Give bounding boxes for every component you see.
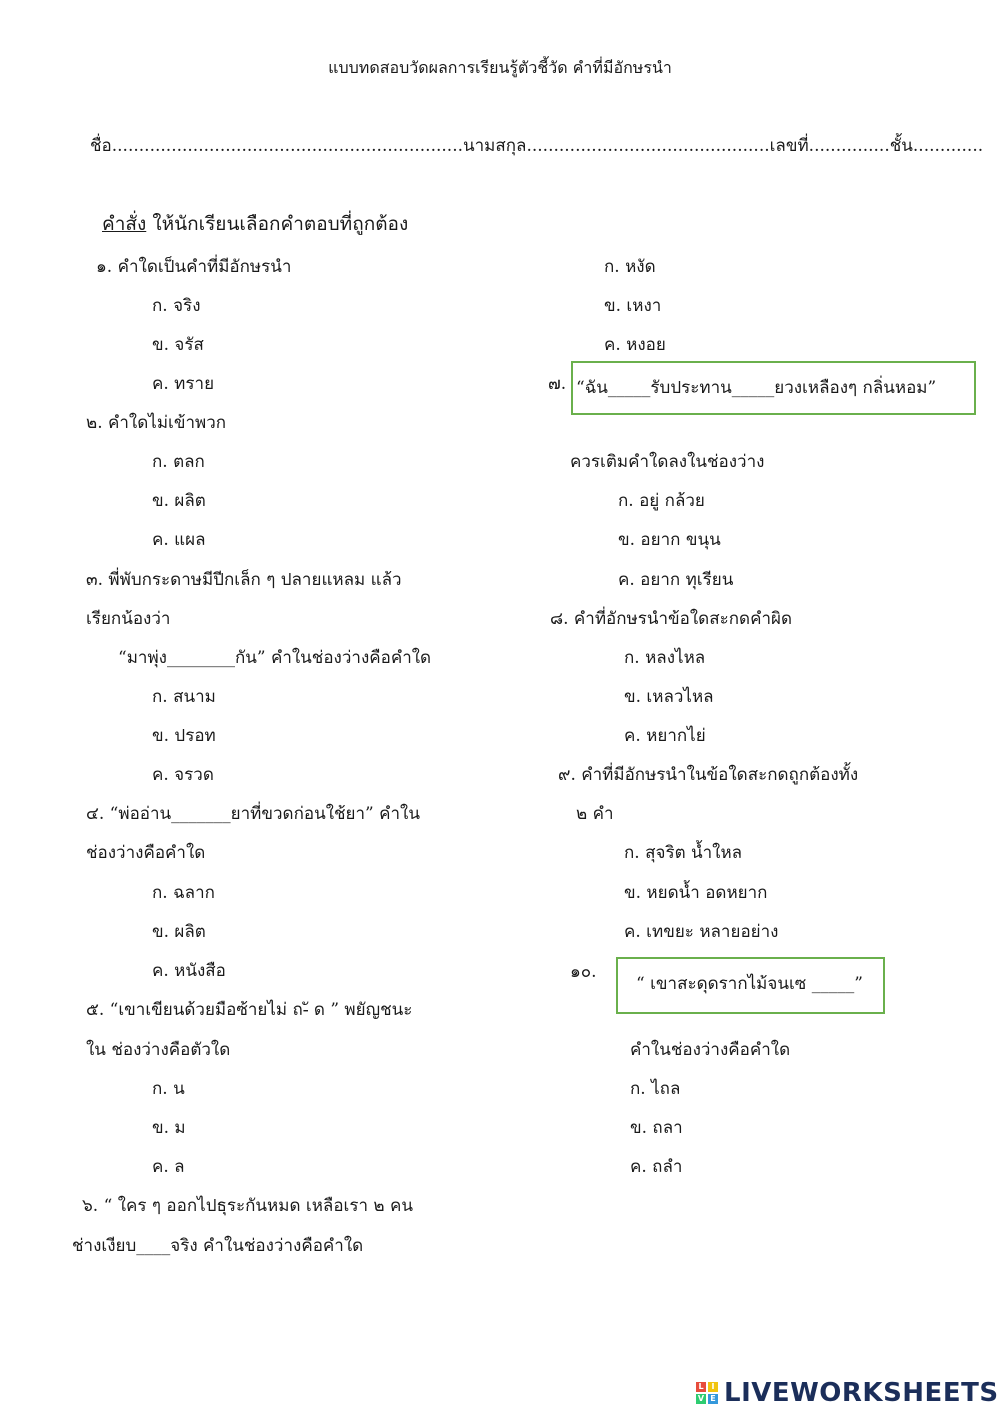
liveworksheets-logo-icon [696, 1382, 718, 1404]
question-4-line2: ช่องว่างคือคำใด [86, 843, 206, 863]
question-6-line2: ช่างเงียบ____จริง คำในช่องว่างคือคำใด [72, 1236, 364, 1256]
q7-option-c[interactable]: ค. อยาก ทุเรียน [618, 570, 734, 590]
question-10-number: ๑๐. [570, 962, 597, 982]
q10-option-a[interactable]: ก. ไถล [630, 1079, 681, 1099]
q4-option-c[interactable]: ค. หนังสือ [152, 961, 226, 981]
question-10: “ เขาสะดุดรากไม้จนเซ _____” [636, 974, 863, 994]
question-4-line1: ๔. “พ่ออ่าน_______ยาที่ขวดก่อนใช้ยา” คำใน [86, 804, 420, 824]
question-3-line2: เรียกน้องว่า [86, 609, 171, 629]
q9-option-a[interactable]: ก. สุจริต น้ำใหล [624, 843, 743, 863]
page-title: แบบทดสอบวัดผลการเรียนรู้ตัวชี้วัด คำที่มีอักษรนำ [328, 58, 672, 77]
question-5-line1: ๕. “เขาเขียนด้วยมือซ้ายไม่ ถ-ั ด ” พยัญชนะ [86, 1000, 413, 1020]
q1-option-a[interactable]: ก. จริง [152, 296, 201, 316]
question-3-line1: ๓. พี่พับกระดาษมีปีกเล็ก ๆ ปลายแหลม แล้ว [86, 570, 402, 590]
q8-option-c[interactable]: ค. หยากไย่ [624, 726, 706, 746]
q9-option-c[interactable]: ค. เทขยะ หลายอย่าง [624, 922, 779, 942]
q9-option-b[interactable]: ข. หยดน้ำ อดหยาก [624, 883, 768, 903]
instruction-text: ให้นักเรียนเลือกคำตอบที่ถูกต้อง [152, 213, 409, 235]
question-1: ๑. คำใดเป็นคำที่มีอักษรนำ [96, 257, 292, 277]
q10-option-c[interactable]: ค. ถลำ [630, 1157, 683, 1177]
question-9-line1: ๙. คำที่มีอักษรนำในข้อใดสะกดถูกต้องทั้ง [558, 765, 859, 785]
q5-option-b[interactable]: ข. ม [152, 1118, 186, 1138]
question-10-prompt: คำในช่องว่างคือคำใด [630, 1040, 791, 1060]
q3-option-c[interactable]: ค. จรวด [152, 765, 214, 785]
q1-option-c[interactable]: ค. ทราย [152, 374, 215, 394]
question-8: ๘. คำที่อักษรนำข้อใดสะกดคำผิด [550, 609, 792, 629]
q4-option-a[interactable]: ก. ฉลาก [152, 883, 215, 903]
logo-tile-i: I [708, 1382, 718, 1392]
q2-option-a[interactable]: ก. ตลก [152, 452, 205, 472]
q2-option-c[interactable]: ค. แผล [152, 530, 206, 550]
logo-tile-e: E [708, 1394, 718, 1404]
q6-option-c[interactable]: ค. หงอย [604, 335, 666, 355]
q3-option-a[interactable]: ก. สนาม [152, 687, 216, 707]
question-3-line3: “มาพุ่ง________กัน” คำในช่องว่างคือคำใด [118, 648, 432, 668]
q5-option-a[interactable]: ก. น [152, 1079, 185, 1099]
q2-option-b[interactable]: ข. ผลิต [152, 491, 206, 511]
q3-option-b[interactable]: ข. ปรอท [152, 726, 216, 746]
question-2: ๒. คำใดไม่เข้าพวก [86, 413, 227, 433]
logo-text: LIVEWORKSHEETS [724, 1378, 999, 1408]
q10-option-b[interactable]: ข. ถลา [630, 1118, 683, 1138]
q6-option-b[interactable]: ข. เหงา [604, 296, 662, 316]
question-5-line2: ใน ช่องว่างคือตัวใด [86, 1040, 231, 1060]
q7-option-a[interactable]: ก. อยู่ กล้วย [618, 491, 705, 511]
q8-option-b[interactable]: ข. เหลวไหล [624, 687, 714, 707]
question-6-line1: ๖. “ ใคร ๆ ออกไปธุระกันหมด เหลือเรา ๒ คน [82, 1196, 414, 1216]
q5-option-c[interactable]: ค. ล [152, 1157, 185, 1177]
student-info-line[interactable]: ชื่อ.................................................................นามสกุล.............................................เลขที่...............ชั้น............. [90, 136, 984, 156]
question-7-number: ๗. [548, 374, 567, 394]
q8-option-a[interactable]: ก. หลงไหล [624, 648, 706, 668]
q4-option-b[interactable]: ข. ผลิต [152, 922, 206, 942]
q7-option-b[interactable]: ข. อยาก ขนุน [618, 530, 721, 550]
question-7-prompt: ควรเติมคำใดลงในช่องว่าง [570, 452, 765, 472]
liveworksheets-logo[interactable] [696, 1378, 999, 1408]
logo-tile-l: L [696, 1382, 706, 1392]
q1-option-b[interactable]: ข. จรัส [152, 335, 204, 355]
question-7: “ฉัน_____รับประทาน_____ยวงเหลืองๆ กลิ่นหอม” [576, 378, 937, 398]
logo-tile-v: V [697, 1394, 705, 1403]
instruction-label: คำสั่ง [102, 213, 147, 235]
question-9-line2: ๒ คำ [576, 804, 614, 824]
instruction [102, 214, 408, 234]
q6-option-a[interactable]: ก. หงัด [604, 257, 656, 277]
